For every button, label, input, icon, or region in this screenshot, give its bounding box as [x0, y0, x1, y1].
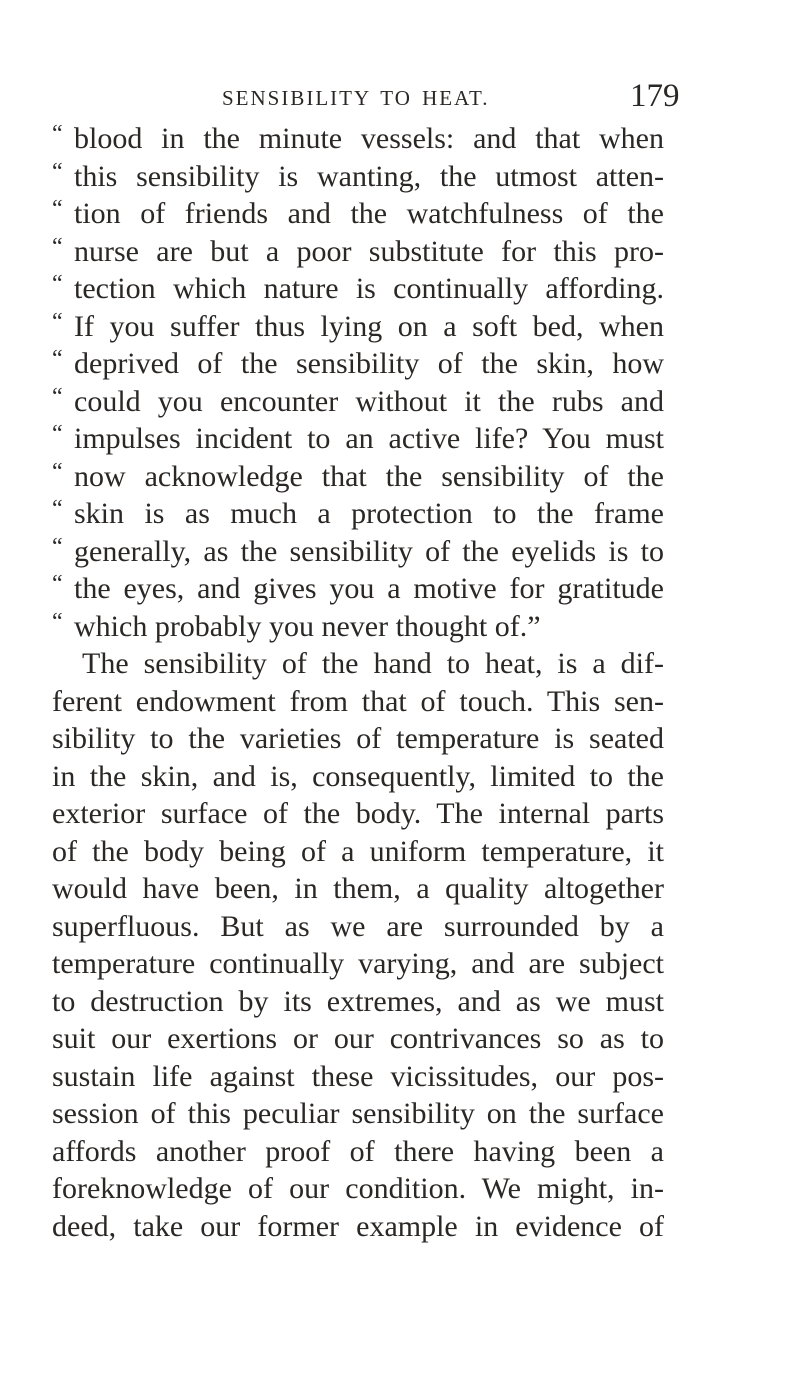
text-line [52, 908, 664, 946]
line-text: sibility to the varieties of temperature is seated [52, 722, 664, 755]
line-text: impulses incident to an active life? You must [74, 422, 664, 455]
quote-mark: “ [52, 533, 63, 560]
quote-mark: “ [52, 571, 63, 597]
text-line [52, 570, 664, 608]
line-text: tion of friends and the watchfulness of the [74, 197, 664, 230]
quote-mark: “ [52, 196, 63, 222]
text-line [52, 833, 664, 871]
quote-mark: “ [52, 458, 63, 485]
text-line [52, 345, 664, 383]
line-text: now acknowledge that the sensibility of the [74, 459, 664, 493]
running-head [0, 78, 800, 118]
quote-mark: “ [52, 421, 63, 447]
line-text: in the skin, and is, consequently, limited to the [52, 759, 664, 793]
text-line [52, 458, 664, 496]
line-text: ferent endowment from that of touch. This sen- [52, 684, 664, 718]
text-line [52, 308, 664, 346]
line-text: nurse are but a poor substitute for this pro- [74, 234, 664, 268]
line-text: would have been, in them, a quality altogether [52, 872, 664, 905]
text-line [52, 608, 664, 646]
quote-mark: “ [52, 383, 63, 410]
line-text: affords another proof of there having been a [52, 1134, 664, 1168]
line-text: could you encounter without it the rubs and [74, 384, 664, 418]
quote-mark: “ [52, 308, 63, 335]
line-text: skin is as much a protection to the frame [74, 497, 664, 530]
text-line [52, 383, 664, 421]
text-line [52, 120, 664, 158]
line-text: generally, as the sensibility of the eyelids is to [74, 534, 664, 568]
text-line [52, 683, 664, 721]
line-text: blood in the minute vessels: and that when [74, 122, 664, 155]
text-line [52, 233, 664, 271]
line-text: of the body being of a uniform temperature, it [52, 834, 664, 868]
quote-mark: “ [52, 608, 63, 635]
running-title: SENSIBILITY TO HEAT. [222, 86, 490, 110]
text-line [52, 870, 664, 908]
line-text: temperature continually varying, and are subject [52, 947, 664, 980]
text-line [52, 795, 664, 833]
text-line [52, 1058, 664, 1096]
quote-mark: “ [52, 271, 63, 297]
line-text: The sensibility of the hand to heat, is a dif- [82, 647, 664, 680]
line-text: session of this peculiar sensibility on the surface [52, 1097, 664, 1130]
line-text: exterior surface of the body. The internal parts [52, 797, 664, 830]
line-text: which probably you never thought of.” [74, 609, 541, 643]
quote-mark: “ [52, 346, 63, 372]
text-line [52, 1095, 664, 1133]
line-text: superfluous. But as we are surrounded by a [52, 909, 664, 943]
line-text: suit our exertions or our contrivances so as to [52, 1022, 664, 1055]
line-text: deed, take our former example in evidence of [52, 1209, 664, 1243]
text-line [52, 420, 664, 458]
line-text: If you suffer thus lying on a soft bed, when [74, 309, 664, 343]
body-text [52, 120, 664, 1245]
text-line [52, 645, 664, 683]
line-text: deprived of the sensibility of the skin, how [74, 347, 664, 380]
text-line [52, 495, 664, 533]
quote-mark: “ [52, 158, 63, 185]
line-text: this sensibility is wanting, the utmost atten- [74, 159, 664, 193]
text-line [52, 158, 664, 196]
quote-mark: “ [52, 496, 63, 522]
line-text: foreknowledge of our condition. We might, in- [52, 1172, 664, 1205]
text-line [52, 195, 664, 233]
text-line [52, 270, 664, 308]
text-line [52, 1208, 664, 1246]
text-line [52, 533, 664, 571]
text-line [52, 1020, 664, 1058]
quote-mark: “ [52, 121, 63, 147]
text-line [52, 1170, 664, 1208]
quote-mark: “ [52, 233, 63, 260]
text-line [52, 758, 664, 796]
text-line [52, 1133, 664, 1171]
page-number: 179 [630, 78, 680, 114]
text-line [52, 720, 664, 758]
line-text: tection which nature is continually affording. [74, 272, 664, 305]
line-text: to destruction by its extremes, and as we must [52, 984, 664, 1018]
text-line [52, 945, 664, 983]
line-text: sustain life against these vicissitudes, our pos- [52, 1059, 664, 1093]
text-line [52, 983, 664, 1021]
line-text: the eyes, and gives you a motive for gratitude [74, 572, 664, 605]
